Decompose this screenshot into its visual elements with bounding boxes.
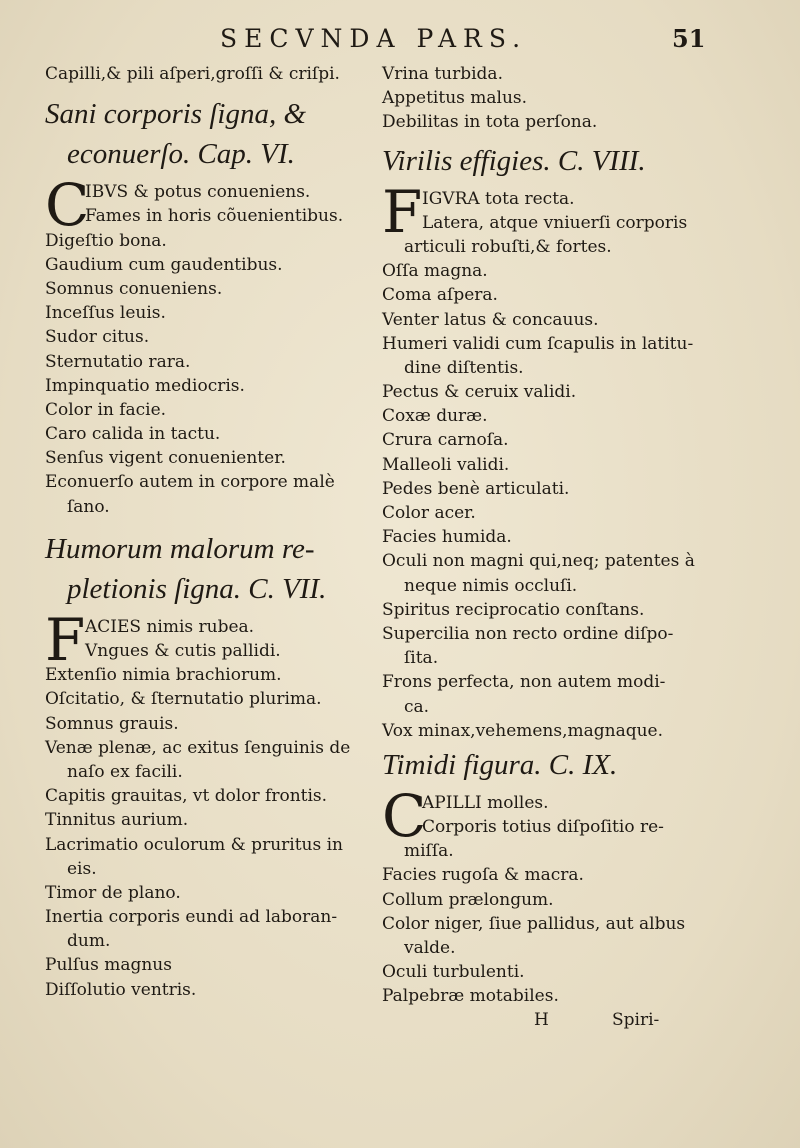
page-number: 51 <box>672 24 706 53</box>
running-header <box>0 24 800 58</box>
text-line: ca. <box>404 696 430 717</box>
text-line: Lacrimatio oculorum & pruritus in <box>45 834 343 855</box>
chapter-heading: pletionis ſigna. C. VII. <box>67 572 327 605</box>
text-line: Facies humida. <box>382 527 512 548</box>
text-line: Vox minax,vehemens,magnaque. <box>382 720 664 741</box>
text-line: Capitis grauitas, vt dolor frontis. <box>45 786 328 807</box>
text-line: IGVRA tota recta. <box>422 188 575 209</box>
text-line: dum. <box>67 931 111 952</box>
text-line: Palpebræ motabiles. <box>382 986 559 1007</box>
signature-mark: H <box>534 1010 549 1030</box>
drop-cap: C <box>45 171 90 240</box>
text-line: Somnus conueniens. <box>45 278 223 299</box>
chapter-heading: Virilis effigies. C. VIII. <box>382 144 646 177</box>
text-line: IBVS & potus conueniens. <box>85 182 311 203</box>
text-line: Appetitus malus. <box>382 88 528 109</box>
chapter-heading: econuerſo. Cap. VI. <box>67 138 295 171</box>
text-line: Debilitas in tota perſona. <box>382 112 598 133</box>
text-line: Oculi turbulenti. <box>382 962 525 983</box>
text-line: Venæ plenæ, ac exitus ſenguinis de <box>45 737 351 758</box>
text-line: Digeſtio bona. <box>45 230 167 251</box>
text-line: valde. <box>404 938 456 958</box>
text-line: Pedes benè articulati. <box>382 478 570 499</box>
text-line: Capilli,& pili aſperi,groſſi & criſpi. <box>45 64 340 84</box>
right-column <box>382 62 700 1009</box>
text-line: Somnus grauis. <box>45 713 179 734</box>
text-line: Senſus vigent conuenienter. <box>45 448 286 469</box>
text-line: Caro calida in tactu. <box>45 424 221 445</box>
text-line: Latera, atque vniuerſi corporis <box>422 212 688 233</box>
line-list <box>45 663 367 1002</box>
text-line: miſſa. <box>404 841 454 862</box>
text-line: Tinnitus aurium. <box>45 810 189 831</box>
text-line: Supercilia non recto ordine diſpo- <box>382 623 674 644</box>
text-line: Gaudium cum gaudentibus. <box>45 254 283 275</box>
chapter-heading: Timidi figura. C. IX. <box>382 748 618 781</box>
chapter-body <box>382 177 700 743</box>
chapter-body <box>45 171 367 519</box>
text-line: Corporis totius diſpoſitio re- <box>422 817 664 838</box>
text-line: Impinquatio mediocris. <box>45 375 245 396</box>
drop-cap: C <box>382 781 427 850</box>
line-list <box>382 863 700 1008</box>
text-line: ACIES nimis rubea. <box>85 616 255 637</box>
text-line: Oculi non magni qui,neq; patentes à <box>382 551 695 572</box>
text-line: Econuerſo autem in corpore malè <box>45 472 335 493</box>
text-line: APILLI molles. <box>422 792 549 813</box>
text-line: Humeri validi cum ſcapulis in latitu- <box>382 333 694 354</box>
line-list <box>382 259 700 743</box>
text-line: Vrina turbida. <box>382 64 503 84</box>
text-line: Coxæ duræ. <box>382 406 488 427</box>
text-line: ſano. <box>67 496 110 517</box>
left-column <box>45 62 367 1002</box>
text-line: Fames in horis cõuenientibus. <box>85 206 344 227</box>
text-line: Color in facie. <box>45 399 167 420</box>
line-list <box>45 229 367 519</box>
text-line: Facies rugoſa & macra. <box>382 865 584 886</box>
text-line: naſo ex facili. <box>67 761 183 782</box>
text-line: Timor de plano. <box>45 882 181 903</box>
text-line: Diſſolutio ventris. <box>45 979 197 1000</box>
chapter-body <box>382 781 700 1009</box>
text-line: Frons perfecta, non autem modi- <box>382 672 666 693</box>
text-line: Spiritus reciprocatio conſtans. <box>382 599 645 620</box>
drop-cap: F <box>45 605 86 674</box>
chapter-body <box>45 605 367 1002</box>
text-line: Sudor citus. <box>45 327 150 348</box>
running-title: SECVNDA PARS. <box>220 24 528 53</box>
text-line: Venter latus & concauus. <box>382 309 599 330</box>
text-line: Inertia corporis eundi ad laboran- <box>45 907 338 928</box>
text-line: neque nimis occluſi. <box>404 575 578 596</box>
text-line: Malleoli validi. <box>382 454 510 475</box>
catchword: Spiri- <box>612 1010 660 1030</box>
text-line: Oſſa magna. <box>382 261 488 282</box>
text-line: Color acer. <box>382 503 476 523</box>
text-line: Crura carnoſa. <box>382 430 509 451</box>
text-line: ſita. <box>404 648 439 669</box>
chapter-heading: Sani corporis ſigna, & <box>45 98 307 131</box>
text-line: Pulſus magnus <box>45 955 172 976</box>
text-line: Pectus & ceruix validi. <box>382 382 577 403</box>
text-line: Vngues & cutis pallidi. <box>85 641 281 661</box>
text-line: Coma aſpera. <box>382 285 498 306</box>
text-line: Color niger, ſiue pallidus, aut albus <box>382 913 686 934</box>
text-line: Extenſio nimia brachiorum. <box>45 665 282 686</box>
text-line: dine diſtentis. <box>404 357 524 378</box>
text-line: eis. <box>67 858 97 879</box>
chapter-heading: Humorum malorum re- <box>45 532 315 565</box>
text-line: Collum prælongum. <box>382 889 554 910</box>
text-line: Inceſſus leuis. <box>45 303 166 324</box>
text-line: Oſcitatio, & ſternutatio plurima. <box>45 689 322 710</box>
text-line: articuli robuſti,& fortes. <box>404 236 612 257</box>
drop-cap: F <box>382 177 423 246</box>
text-line: Sternutatio rara. <box>45 351 191 372</box>
